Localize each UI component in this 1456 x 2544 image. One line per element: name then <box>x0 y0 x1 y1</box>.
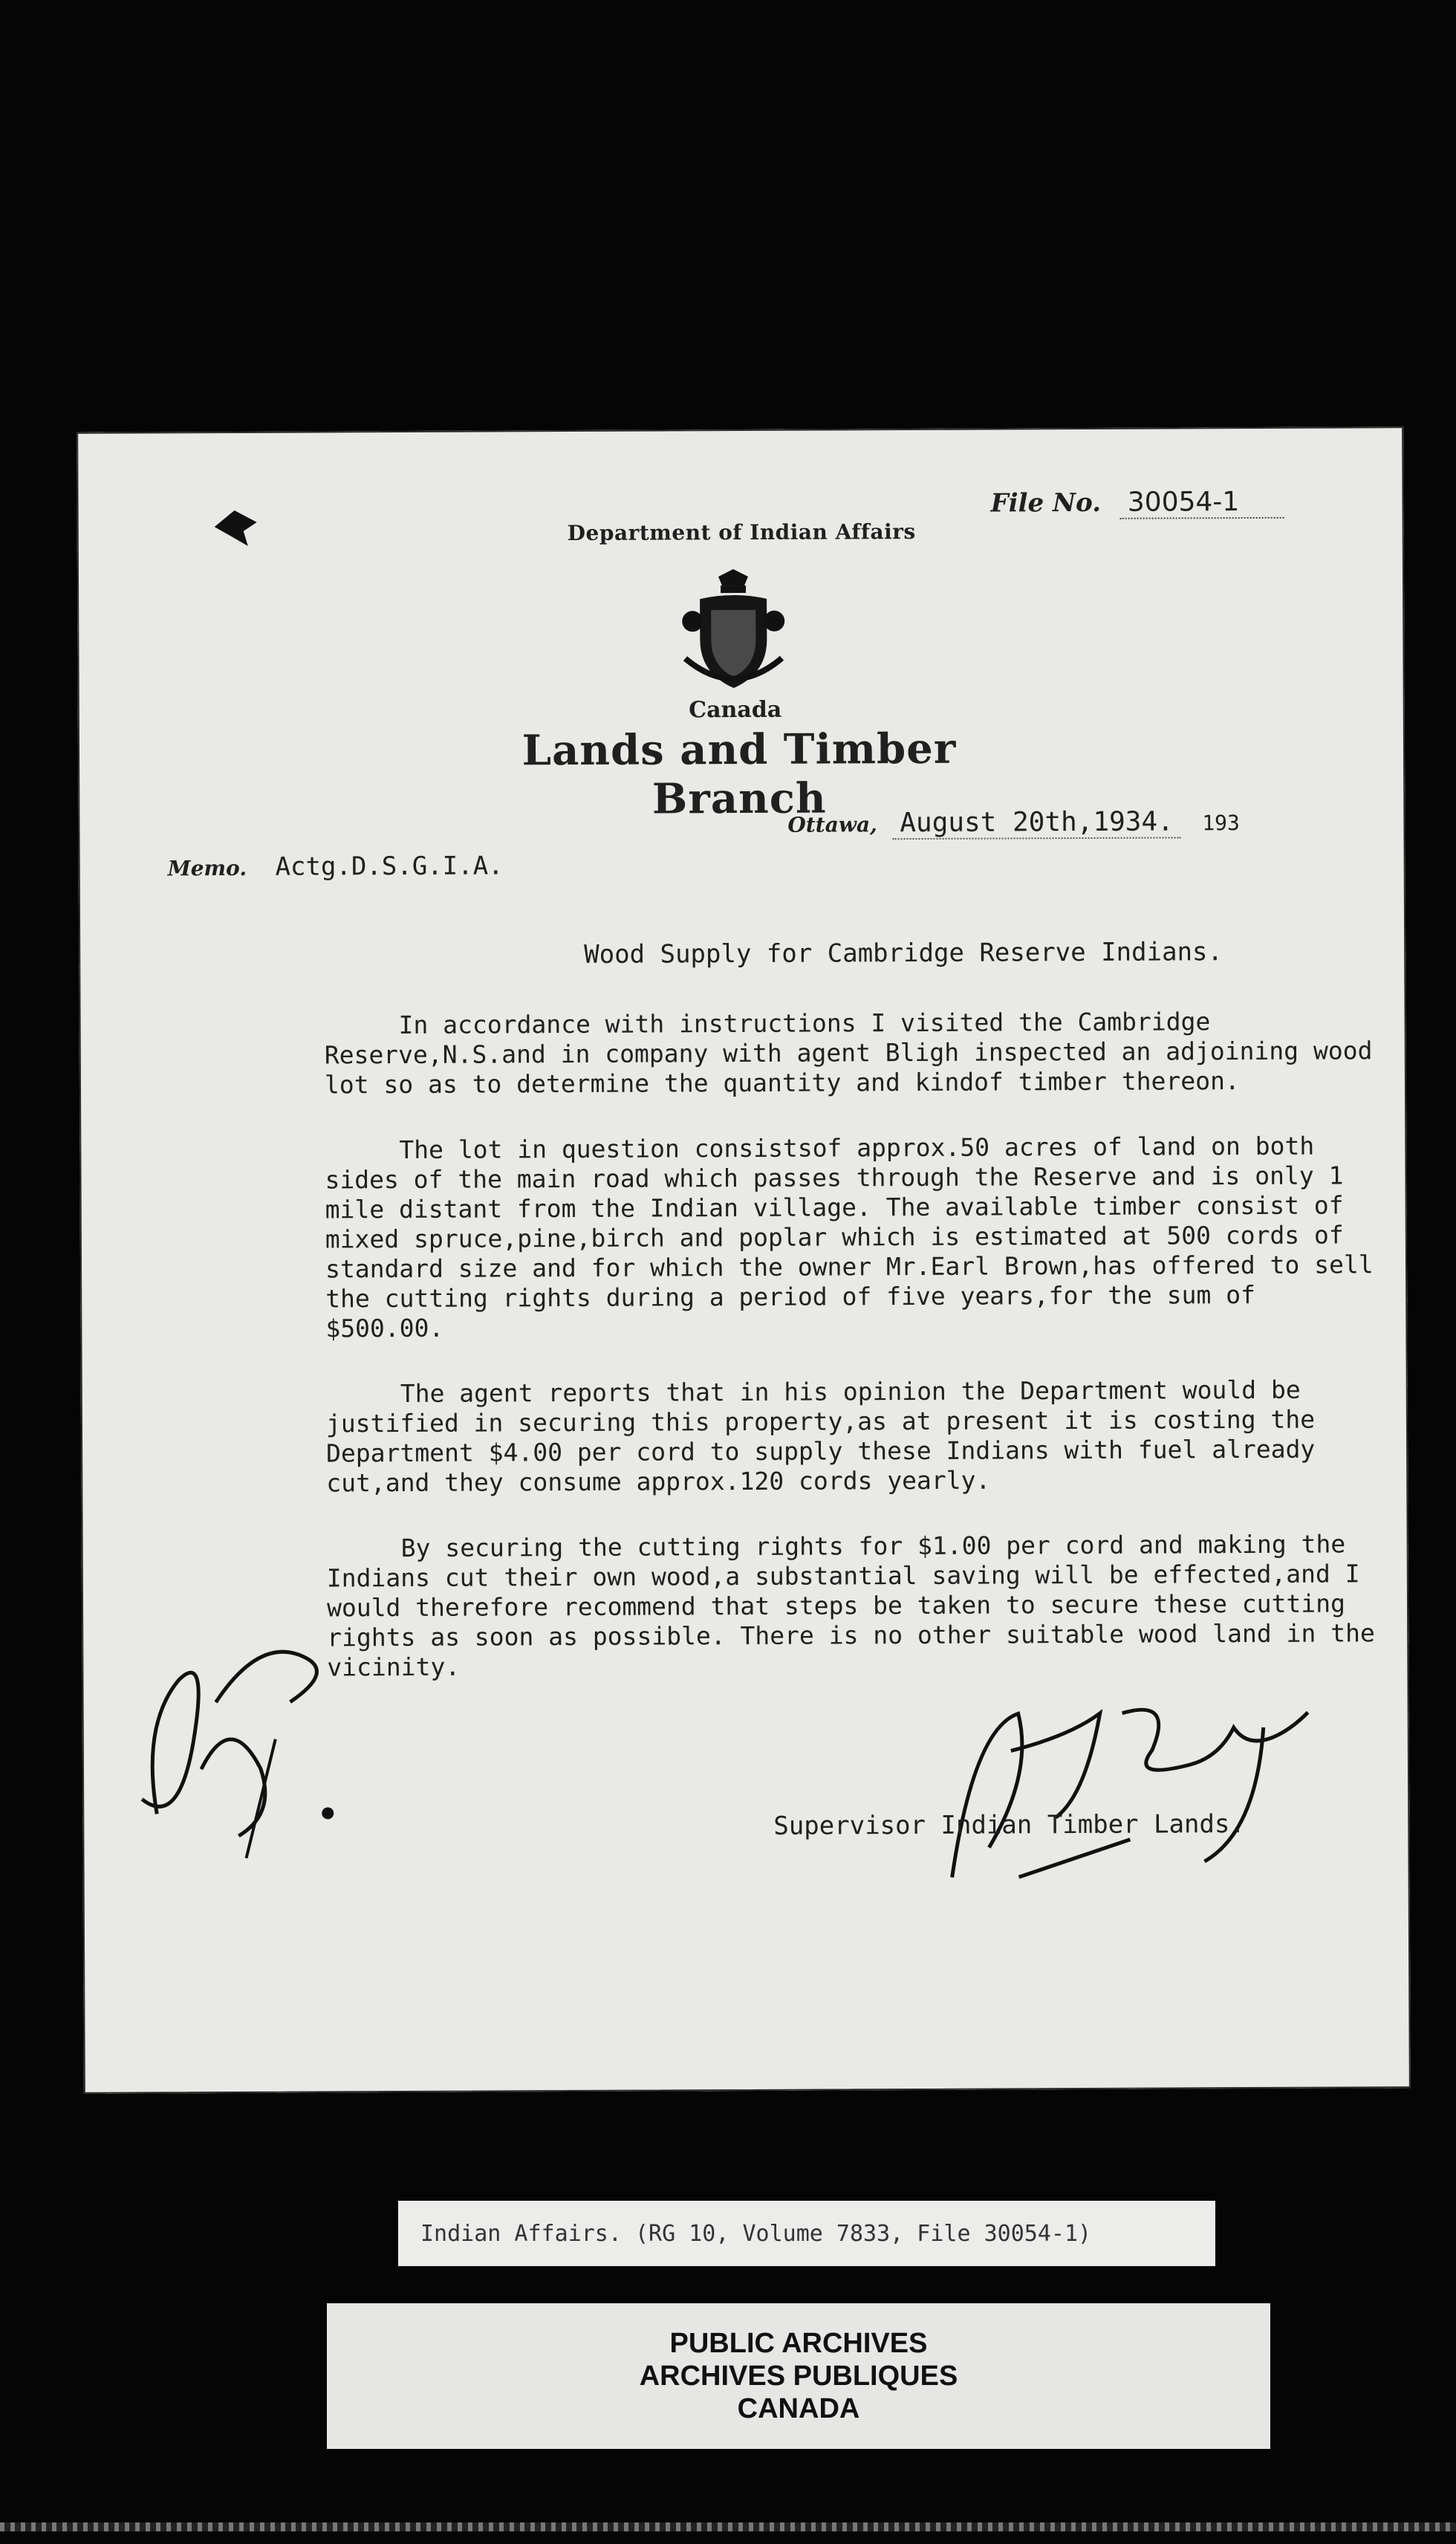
department-name: Department of Indian Affairs <box>567 519 916 546</box>
film-edge-strip <box>0 2522 1456 2531</box>
signatory-title: Supervisor Indian Timber Lands. <box>773 1809 1245 1841</box>
handwritten-signature-icon <box>906 1683 1323 1907</box>
country-name: Canada <box>689 696 782 724</box>
ink-mark-icon <box>211 506 263 551</box>
branch-name: Lands and Timber Branch <box>521 724 957 824</box>
memo-label: Memo. <box>167 855 247 881</box>
memo-line <box>168 851 504 882</box>
dateline <box>787 806 1240 839</box>
paragraph-3: The agent reports that in his opinion the Department would be justified in securing this property,as at present it is costing the Department $4.00 per cord to supply these Indians with fuel already cut,and they consume approx.120 cords yearly. <box>325 1375 1316 1498</box>
coat-of-arms-icon <box>677 569 790 696</box>
paragraph-2: The lot in question consistsof approx.50 acres of land on both sides of the main road which passes through the Reserve and is only 1 mile distant from the Indian village. The available timber consist of mixed spruce,pine,birch and poplar which is estimated at 500 cords of standard size and for which the owner Mr.Earl Brown,has offered to sell the cutting rights during a period of five years,for the sum of $500.00. <box>325 1131 1374 1343</box>
memo-recipient: Actg.D.S.G.I.A. <box>275 851 504 882</box>
archive-stamp <box>327 2303 1270 2449</box>
archive-stamp-line-3: CANADA <box>737 2393 860 2424</box>
paragraph-1: In accordance with instructions I visited the Cambridge Reserve,N.S.and in company with agent Bligh inspected an adjoining wood lot so as to determine the quantity and kindof timber thereon. <box>324 1007 1373 1100</box>
letter-date: August 20th,1934. <box>892 806 1181 840</box>
archive-stamp-line-2: ARCHIVES PUBLIQUES <box>639 2360 958 2392</box>
paragraph-4: By securing the cutting rights for $1.00 per cord and making the Indians cut their own wood,a substantial saving will be effected,and I would therefore recommend that steps be taken to secure these cutting rights as soon as possible. There is no other suitable wood land in the vicinity. <box>326 1529 1375 1682</box>
file-number-label: File No. <box>990 487 1102 519</box>
year-stub: 193 <box>1202 811 1240 836</box>
file-number-line <box>990 487 1284 519</box>
handwritten-initials-icon <box>111 1590 380 1874</box>
letter-page <box>77 426 1411 2094</box>
file-number: 30054-1 <box>1120 487 1284 519</box>
subject-line: Wood Supply for Cambridge Reserve Indians. <box>584 937 1223 970</box>
place: Ottawa, <box>787 812 877 837</box>
archive-stamp-line-1: PUBLIC ARCHIVES <box>669 2328 928 2359</box>
archive-reference-label: Indian Affairs. (RG 10, Volume 7833, File 30054-1) <box>398 2201 1215 2266</box>
letter-body <box>325 1006 1382 1718</box>
